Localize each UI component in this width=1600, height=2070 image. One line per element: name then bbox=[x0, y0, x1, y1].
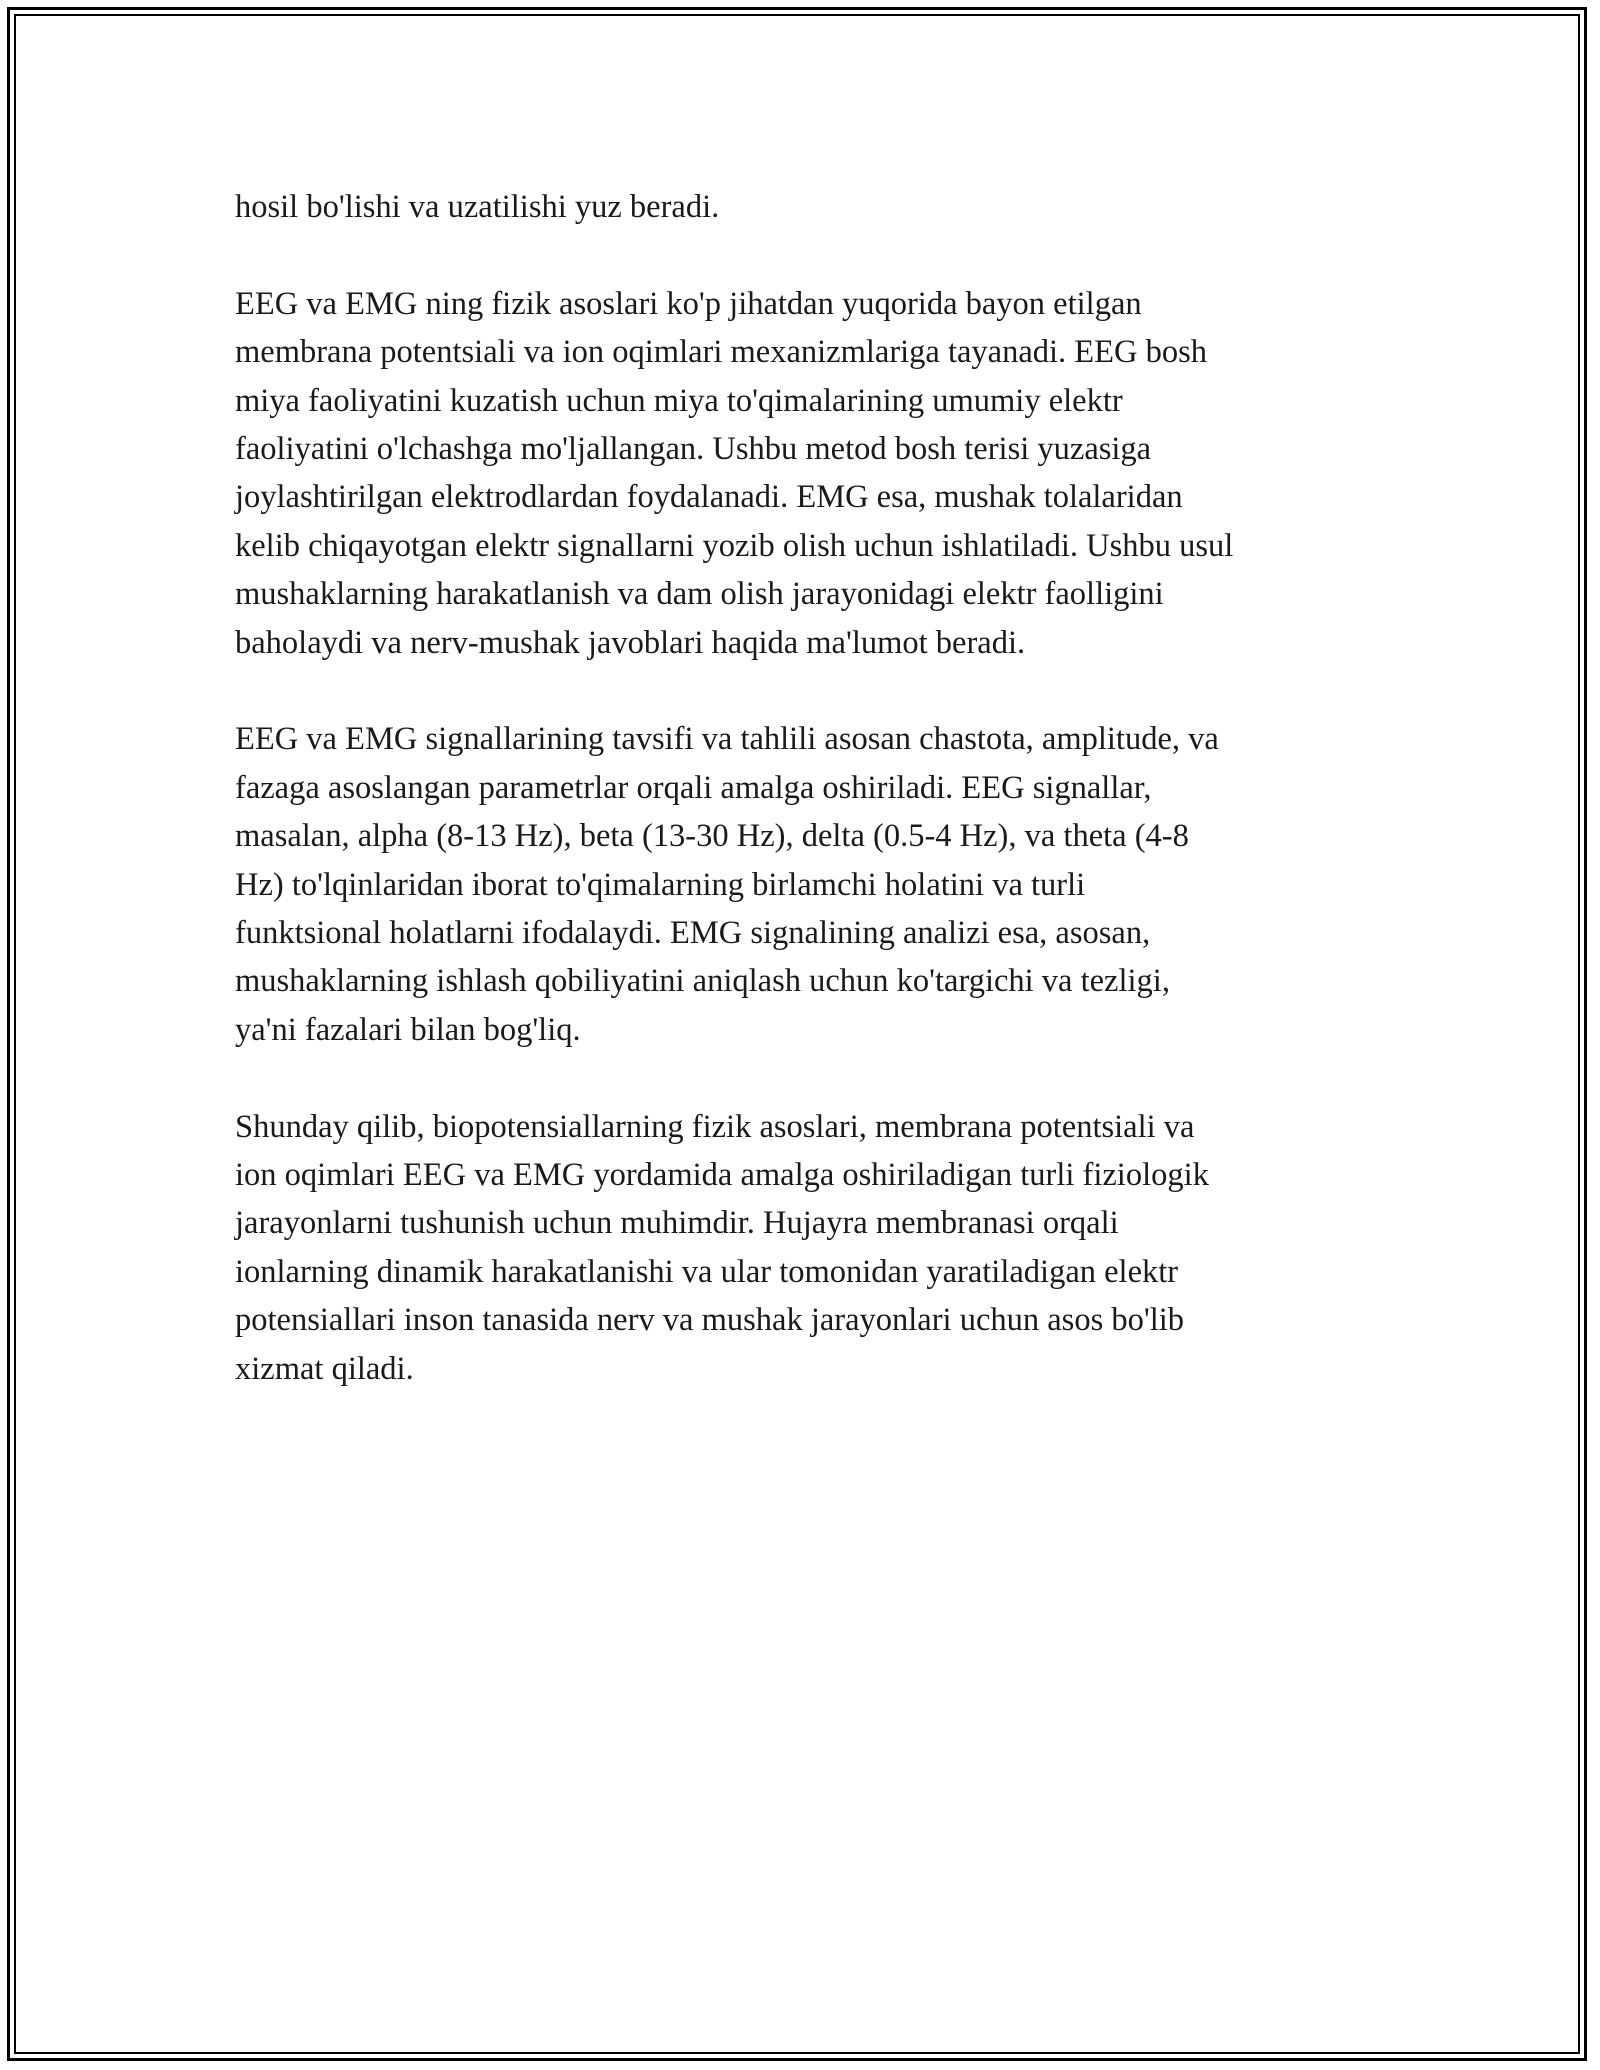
paragraph-2: EEG va EMG ning fizik asoslari ko'p jihatdan yuqorida bayon etilgan membrana potentsiali va ion oqimlari mexanizmlariga tayanadi. EEG bosh miya faoliyatini kuzatish uchun miya to'qimalarining umumiy elektr faoliyatini o'lchashga mo'ljallangan. Ushbu metod bosh terisi yuzasiga joylashtirilgan elektrodlardan foydalanadi. EMG esa, mushak tolalaridan kelib chiqayotgan elektr signallarni yozib olish uchun ishlatiladi. Ushbu usul mushaklarning harakatlanish va dam olish jarayonidagi elektr faolligini baholaydi va nerv-mushak javoblari haqida ma'lumot beradi. bbox=[235, 285, 1234, 661]
paragraph-4: Shunday qilib, biopotensiallarning fizik asoslari, membrana potentsiali va ion oqimlari EEG va EMG yordamida amalga oshiriladigan turli fiziologik jarayonlarni tushunish uchun muhimdir. Hujayra membranasi orqali ionlarning dinamik harakatlanishi va ular tomonidan yaratiladigan elektr potensiallari inson tanasida nerv va mushak jarayonlari uchun asos bo'lib xizmat qiladi. bbox=[235, 1108, 1209, 1387]
paragraph-3: EEG va EMG signallarining tavsifi va tahlili asosan chastota, amplitude, va fazaga asoslangan parametrlar orqali amalga oshiriladi. EEG signallar, masalan, alpha (8-13 Hz), beta (13-30 Hz), delta (0.5-4 Hz), va theta (4-8 Hz) to'lqinlaridan iborat to'qimalarning birlamchi holatini va turli funktsional holatlarni ifodalaydi. EMG signalining analizi esa, asosan, mushaklarning ishlash qobiliyatini aniqlash uchun ko'targichi va tezligi, ya'ni fazalari bilan bog'liq. bbox=[235, 721, 1219, 1048]
paragraph-1: hosil bo'lishi va uzatilishi yuz beradi. bbox=[235, 189, 720, 225]
document-body bbox=[235, 183, 1385, 1442]
